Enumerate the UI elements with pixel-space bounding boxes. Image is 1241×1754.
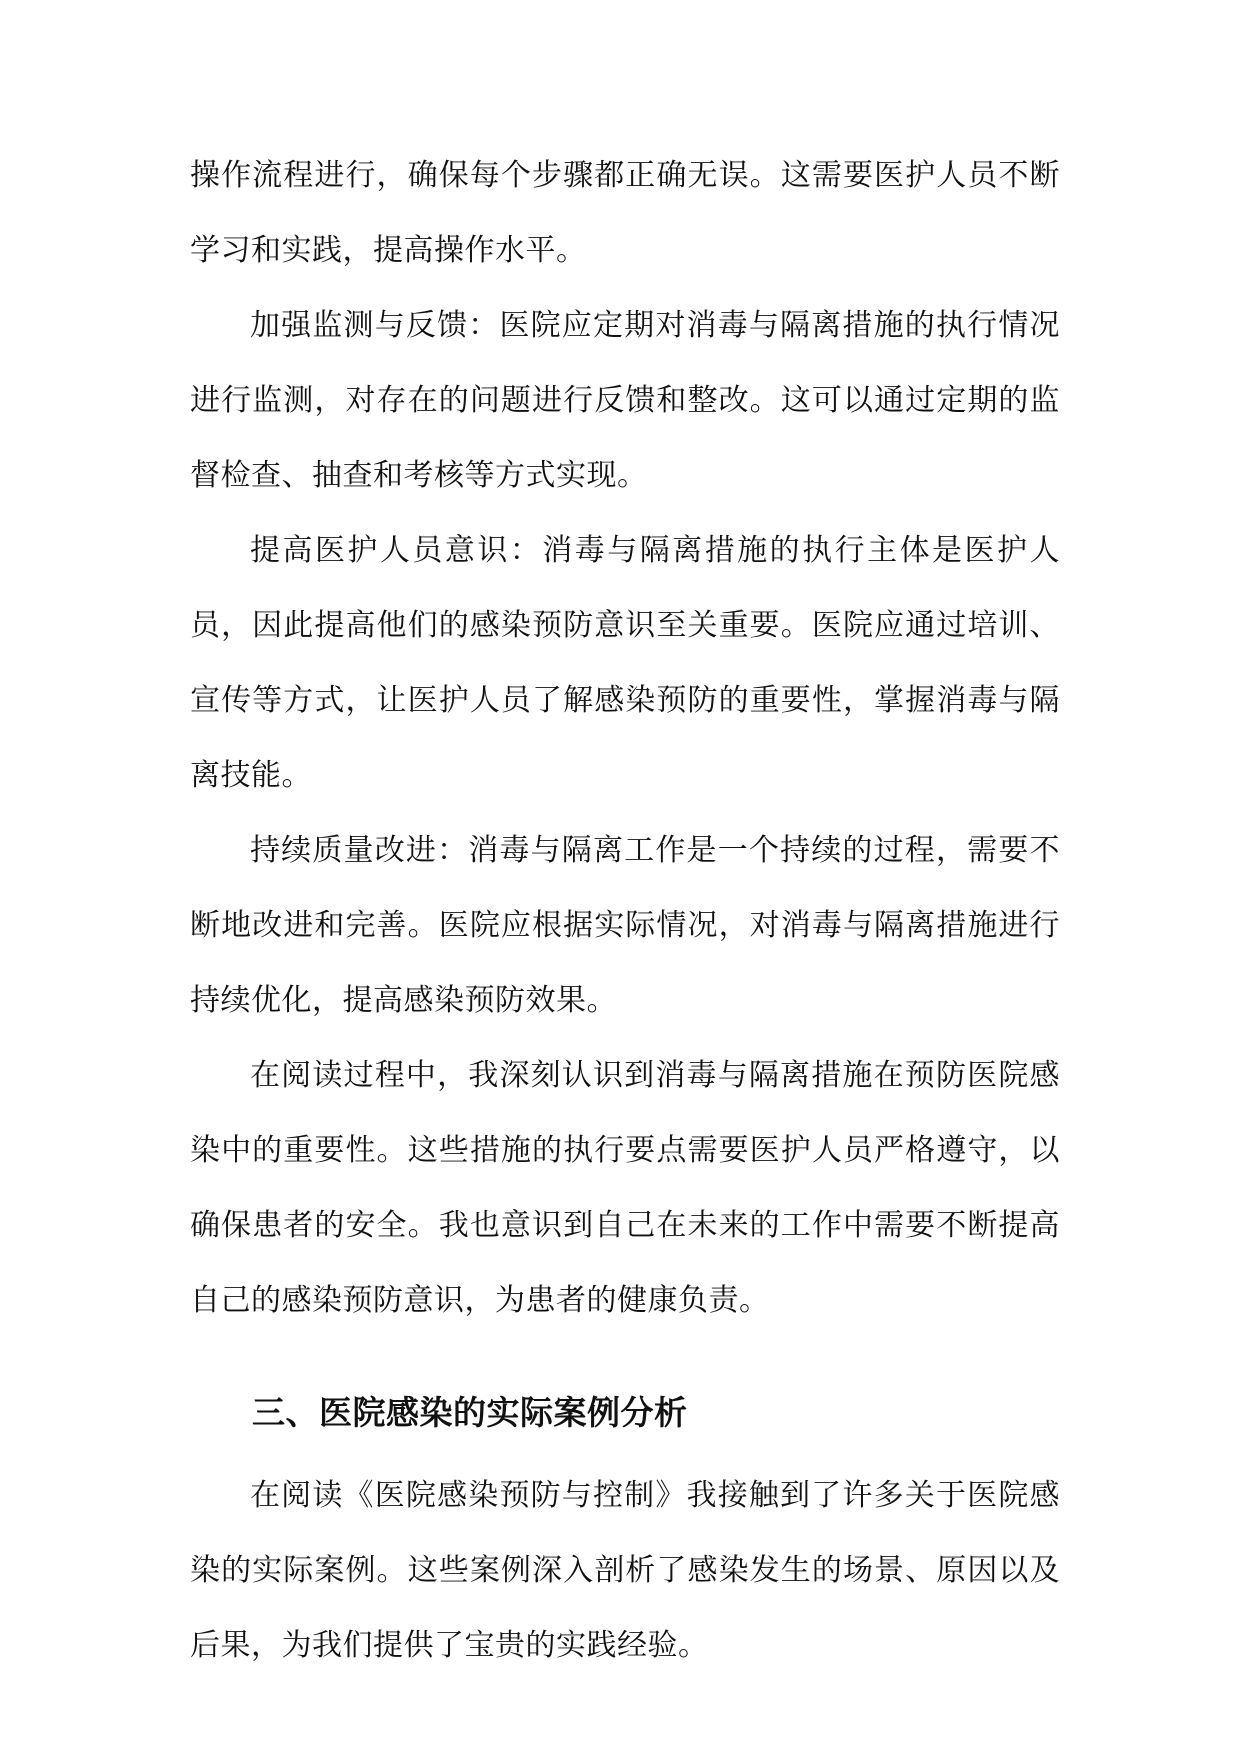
- section-heading: 三、医院感染的实际案例分析: [252, 1393, 688, 1432]
- paragraph-staff-awareness: 提高医护人员意识：消毒与隔离措施的执行主体是医护人员，因此提高他们的感染预防意识至关重要。医院应通过培训、宣传等方式，让医护人员了解感染预防的重要性，掌握消毒与隔离技能。: [190, 533, 1060, 793]
- document-body: [190, 138, 1060, 1683]
- paragraph-monitoring-feedback: 加强监测与反馈：医院应定期对消毒与隔离措施的执行情况进行监测，对存在的问题进行反馈和整改。这可以通过定期的监督检查、抽查和考核等方式实现。: [190, 308, 1060, 493]
- paragraph-continuation: 操作流程进行，确保每个步骤都正确无误。这需要医护人员不断学习和实践，提高操作水平。: [190, 158, 1060, 268]
- paragraph-case-analysis: 在阅读《医院感染预防与控制》我接触到了许多关于医院感染的实际案例。这些案例深入剖析了感染发生的场景、原因以及后果，为我们提供了宝贵的实践经验。: [190, 1478, 1060, 1663]
- paragraph-quality-improvement: 持续质量改进：消毒与隔离工作是一个持续的过程，需要不断地改进和完善。医院应根据实际情况，对消毒与隔离措施进行持续优化，提高感染预防效果。: [190, 833, 1060, 1018]
- paragraph-reading-reflection: 在阅读过程中，我深刻认识到消毒与隔离措施在预防医院感染中的重要性。这些措施的执行要点需要医护人员严格遵守，以确保患者的安全。我也意识到自己在未来的工作中需要不断提高自己的感染预防意识，为患者的健康负责。: [190, 1058, 1060, 1318]
